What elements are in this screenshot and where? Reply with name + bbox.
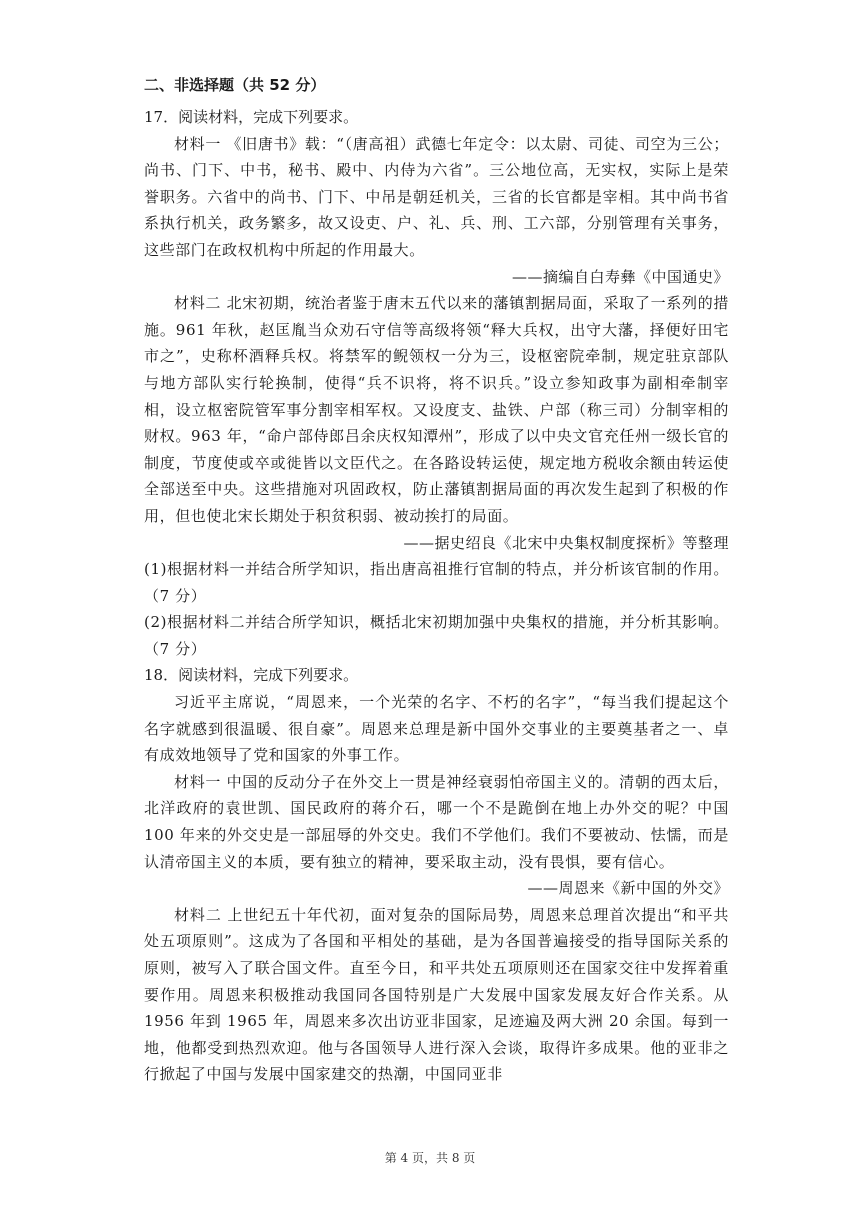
question-18-material-2: 材料二 上世纪五十年代初，面对复杂的国际局势，周恩来总理首次提出“和平共处五项原则”。这成为了各国和平相处的基础，是为各国普遍接受的指导国际关系的原则，被写入了联合国文件。直至今日，和平共处五项原则还在国家交往中发挥着重要作用。周恩来积极推动我国同各国特别是广大发展中国家发展友好合作关系。从 1956 年到 1965 年，周恩来多次出访亚非国家，足迹遍及两大洲 20 余国。每到一地，他都受到热烈欢迎。他与各国领导人进行深入会谈，取得许多成果。他的亚非之行掀起了中国与发展中国家建交的热潮，中国同亚非 [144, 905, 729, 1084]
question-17 [144, 104, 729, 662]
question-17-material-2: 材料二 北宋初期，统治者鉴于唐末五代以来的藩镇割据局面，采取了一系列的措施。961 年秋，赵匡胤当众劝石守信等高级将领“释大兵权，出守大藩，择便好田宅市之”，史称杯酒释兵权。将禁军的鲵领权一分为三，设枢密院牵制，规定驻京部队与地方部队实行轮换制，使得“兵不识将，将不识兵。”设立参知政事为副相牵制宰相，设立枢密院管军事分割宰相军权。又设度支、盐铁、户部（称三司）分制宰相的财权。963 年，“命户部侍郎吕余庆权知潭州”，形成了以中央文官充任州一级长官的制度，节度使或卒或徙皆以文臣代之。在各路设转运使，规定地方税收余额由转运使全部送至中央。这些措施对巩固政权，防止藩镇割据局面的再次发生起到了积极的作用，但也使北宋长期处于积贫积弱、被动挨打的局面。 [144, 294, 729, 525]
question-18-material-1: 材料一 中国的反动分子在外交上一贯是神经衰弱怕帝国主义的。清朝的西太后，北洋政府的袁世凯、国民政府的蒋介石，哪一个不是跪倒在地上办外交的呢？中国 100 年来的外交史是一部屈辱的外交史。我们不学他们。我们不要被动、怯懦，而是认清帝国主义的本质，要有独立的精神，要采取主动，没有畏惧，要有信心。 [144, 772, 729, 871]
question-17-subquestion-2: (2)根据材料二并结合所学知识，概括北宋初期加强中央集权的措施，并分析其影响。（7 分） [144, 613, 729, 658]
question-18-source-1: ——周恩来《新中国的外交》 [527, 879, 729, 898]
question-17-material-1: 材料一 《旧唐书》载：“（唐高祖）武德七年定令：以太尉、司徒、司空为三公；尚书、门下、中书，秘书、殿中、内侍为六省”。三公地位高，无实权，实际上是荣誉职务。六省中的尚书、门下、中吊是朝廷机关，三省的长官都是宰相。其中尚书省系执行机关，政务繁多，故又设吏、户、礼、兵、刑、工六部，分别管理有关事务，这些部门在政权机构中所起的作用最大。 [144, 134, 729, 259]
question-18-intro: 习近平主席说，“周恩来，一个光荣的名字、不朽的名字”，“每当我们提起这个名字就感到很温暖、很自豪”。周恩来总理是新中国外交事业的主要奠基者之一、卓有成效地领导了党和国家的外事工作。 [144, 693, 729, 765]
page-content [144, 72, 729, 1088]
question-17-subquestion-1: (1)根据材料一并结合所学知识，指出唐高祖推行官制的特点，并分析该官制的作用。（7 分） [144, 560, 729, 605]
question-17-source-1: ——摘编自白寿彝《中国通史》 [511, 267, 729, 286]
question-17-source-2: ——据史绍良《北宋中央集权制度探析》等整理 [403, 533, 729, 552]
question-18-title: 18．阅读材料，完成下列要求。 [144, 666, 359, 685]
question-18 [144, 662, 729, 1088]
section-heading: 二、非选择题（共 52 分） [144, 76, 326, 94]
page-footer: 第 4 页，共 8 页 [384, 1151, 476, 1165]
question-17-title: 17．阅读材料，完成下列要求。 [144, 108, 359, 126]
